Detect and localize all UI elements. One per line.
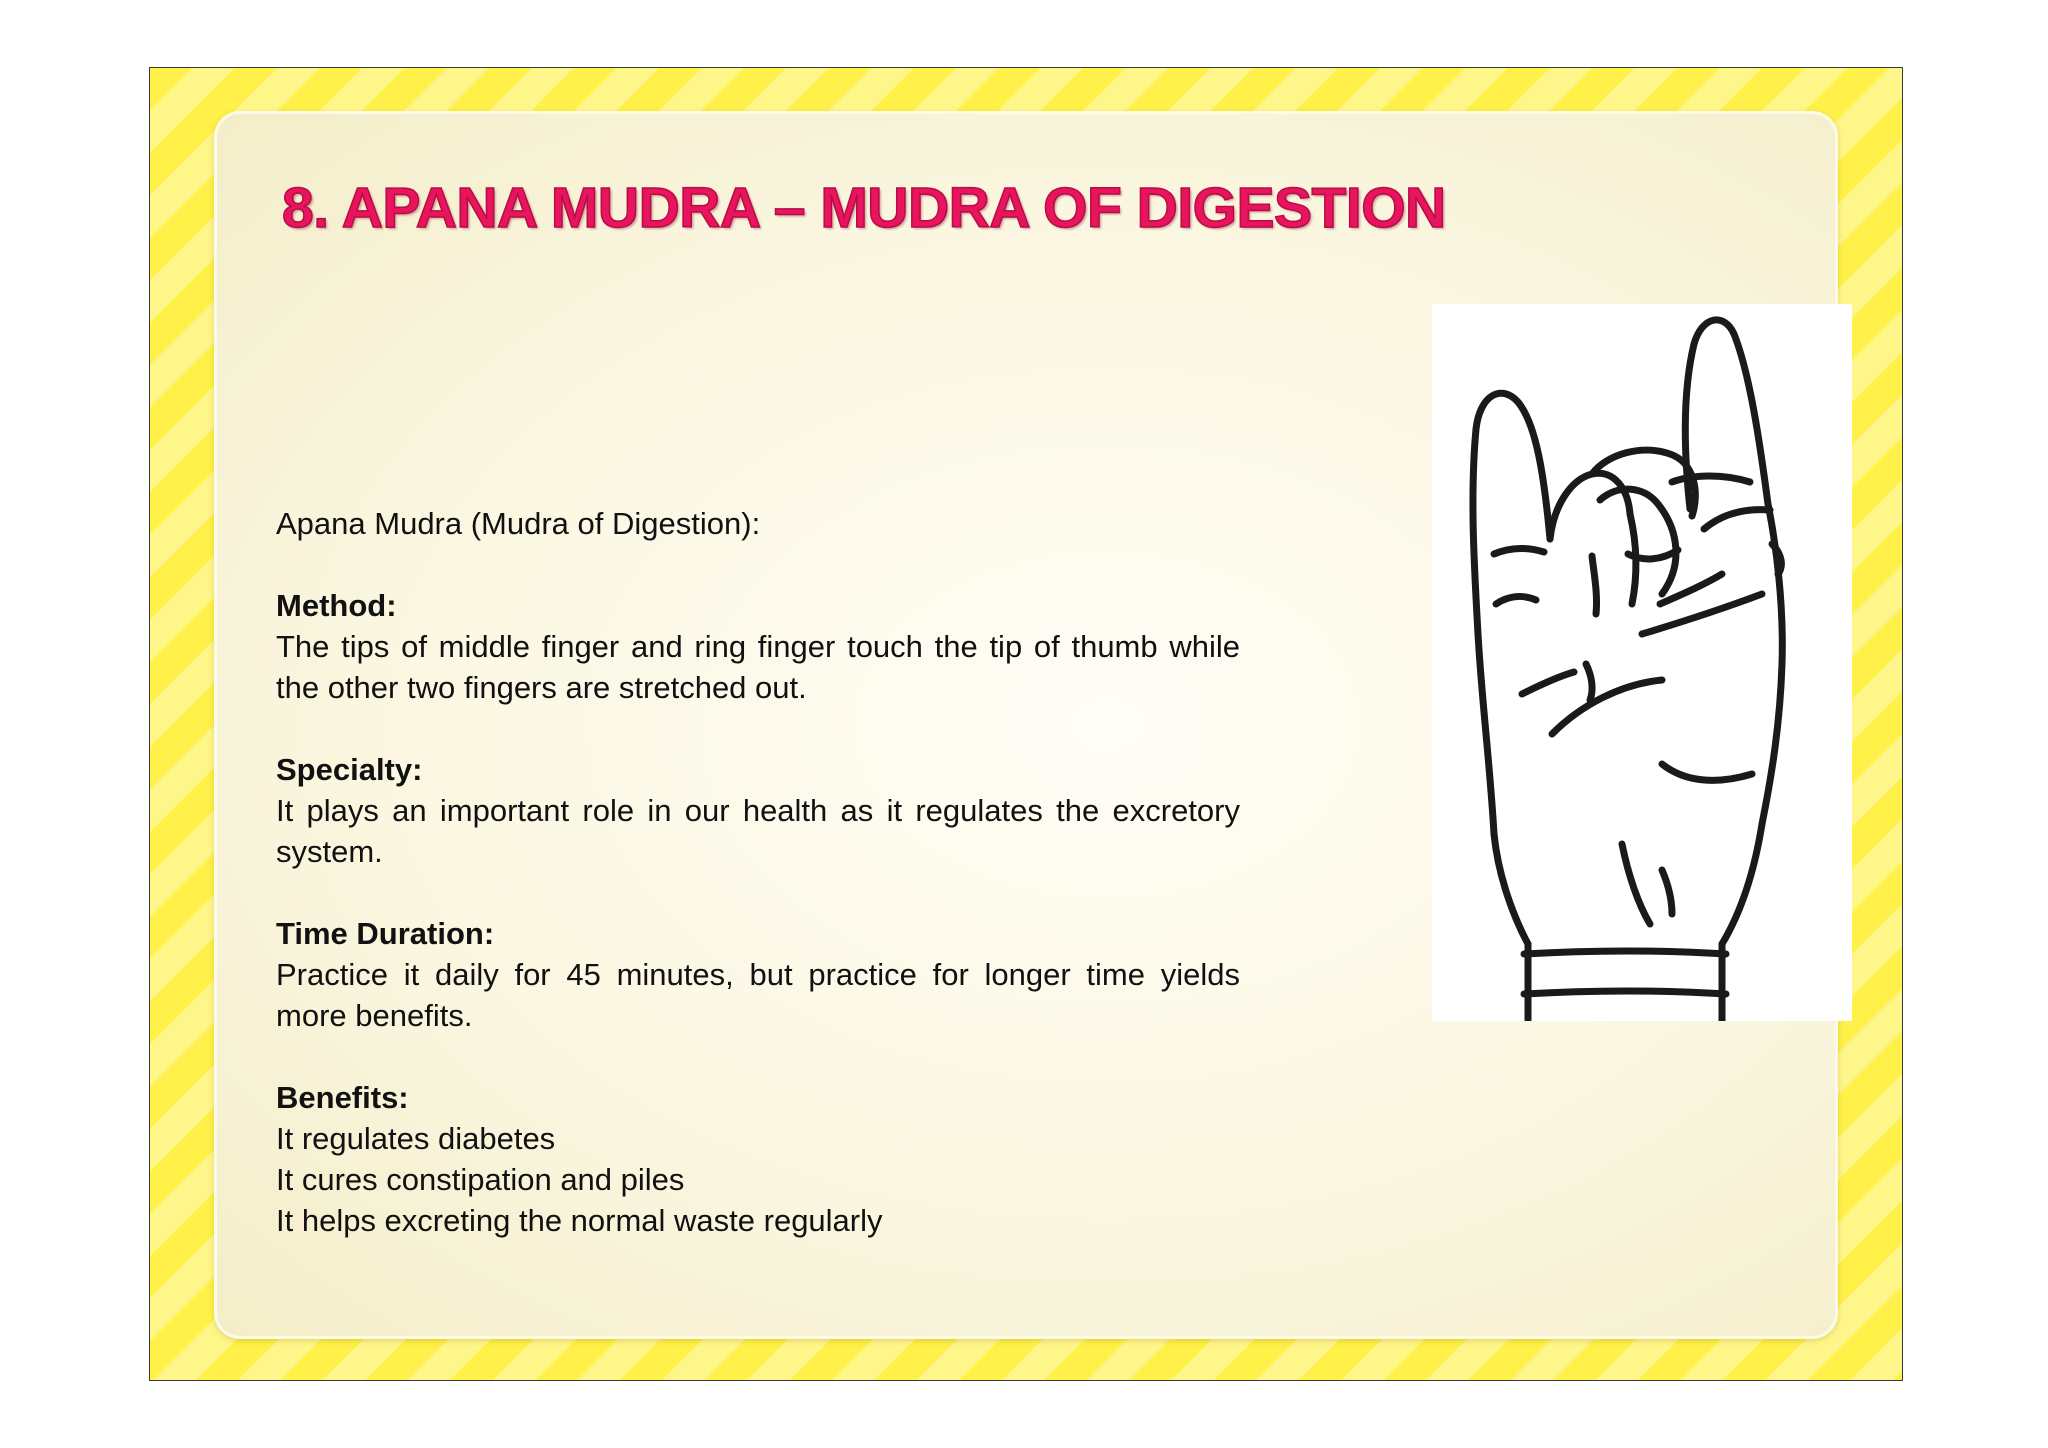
intro-line: Apana Mudra (Mudra of Digestion): <box>276 506 761 541</box>
benefit-item: It regulates diabetes <box>276 1121 556 1156</box>
slide-frame <box>149 67 1903 1381</box>
hand-gesture-icon <box>1432 304 1852 1021</box>
time-duration-text: Practice it daily for 45 minutes, but practice for longer time yields more benefits. <box>276 957 1240 1033</box>
specialty-section <box>276 749 1240 872</box>
specialty-text: It plays an important role in our health as it regulates the excretory system. <box>276 793 1240 869</box>
benefits-section <box>276 1077 1240 1241</box>
slide-title: 8. APANA MUDRA – MUDRA OF DIGESTION <box>282 176 1446 240</box>
benefits-heading: Benefits: <box>276 1080 409 1115</box>
time-duration-section <box>276 913 1240 1036</box>
body-text <box>276 503 1240 1241</box>
content-panel <box>214 111 1838 1339</box>
method-section <box>276 585 1240 708</box>
benefit-item: It helps excreting the normal waste regularly <box>276 1203 883 1238</box>
method-heading: Method: <box>276 588 397 623</box>
method-text: The tips of middle finger and ring finger touch the tip of thumb while the other two fingers are stretched out. <box>276 629 1240 705</box>
mudra-illustration <box>1432 304 1852 1021</box>
benefit-item: It cures constipation and piles <box>276 1162 685 1197</box>
specialty-heading: Specialty: <box>276 752 423 787</box>
time-duration-heading: Time Duration: <box>276 916 495 951</box>
